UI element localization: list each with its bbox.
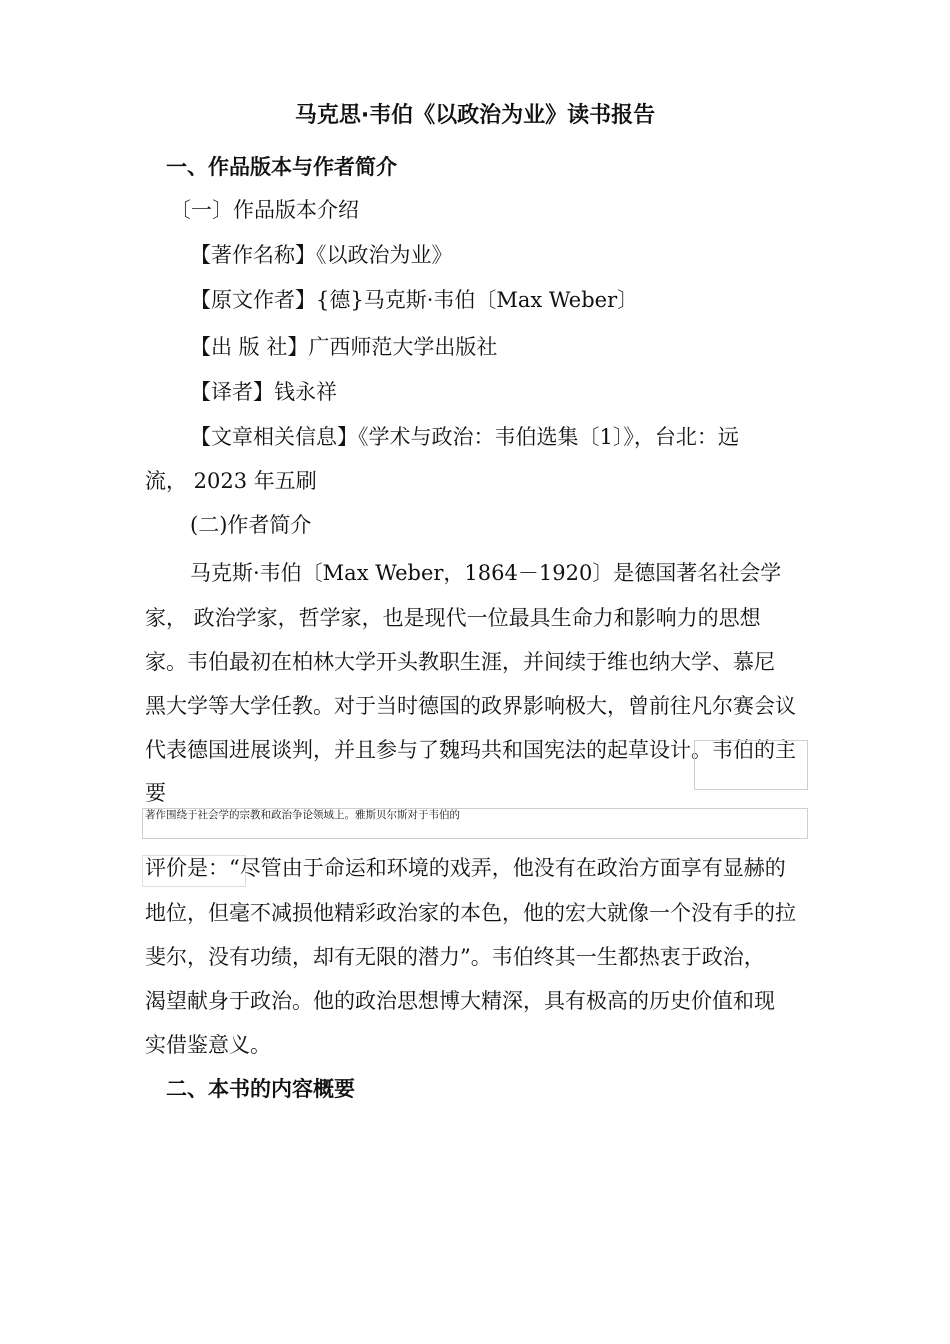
book-title-line: 【著作名称】《以政治为业》 (190, 243, 453, 267)
bio-line: 代表德国进展谈判，并且参与了魏玛共和国宪法的起草设计。韦伯的主 (145, 738, 796, 762)
info-line: 【文章相关信息】《学术与政治：韦伯选集〔1〕》，台北：远 (190, 425, 739, 449)
section-heading-1: 一、作品版本与作者简介 (166, 155, 397, 179)
author-line: 【原文作者】{德}马克斯·韦伯〔Max Weber〕 (190, 288, 639, 312)
publisher-line: 【出 版 社】广西师范大学出版社 (190, 335, 498, 359)
evaluation-line: 评价是：“尽管由于命运和环境的戏弄，他没有在政治方面享有显赫的 (145, 856, 786, 880)
small-note: 著作围绕于社会学的宗教和政治争论领域上。雅斯贝尔斯对于韦伯的 (145, 809, 460, 821)
bio-line: 要 (145, 781, 166, 805)
bio-line: 黑大学等大学任教。对于当时德国的政界影响极大，曾前往凡尔赛会议 (145, 694, 796, 718)
bio-line: 家。韦伯最初在柏林大学开头教职生涯，并间续于维也纳大学、慕尼 (145, 650, 775, 674)
info-line-continued: 流， 2023 年五刷 (145, 469, 317, 493)
subsection-heading-1: 〔一〕作品版本介绍 (170, 198, 359, 222)
document-title: 马克思·韦伯《以政治为业》读书报告 (294, 103, 656, 128)
section-heading-2: 二、本书的内容概要 (166, 1077, 355, 1101)
translator-line: 【译者】钱永祥 (190, 380, 337, 404)
evaluation-line: 斐尔，没有功绩，却有无限的潜力”。韦伯终其一生都热衷于政治， (145, 945, 765, 969)
evaluation-line: 实借鉴意义。 (145, 1033, 271, 1057)
evaluation-line: 渴望献身于政治。他的政治思想博大精深，具有极高的历史价值和现 (145, 989, 775, 1013)
bio-line: 马克斯·韦伯〔Max Weber，1864－1920〕是德国著名社会学 (190, 561, 782, 585)
evaluation-line: 地位，但毫不减损他精彩政治家的本色，他的宏大就像一个没有手的拉 (145, 901, 796, 925)
decorative-frame (694, 740, 808, 790)
bio-line: 家， 政治学家，哲学家，也是现代一位最具生命力和影响力的思想 (145, 606, 761, 630)
subsection-heading-2: (二)作者简介 (190, 513, 312, 537)
